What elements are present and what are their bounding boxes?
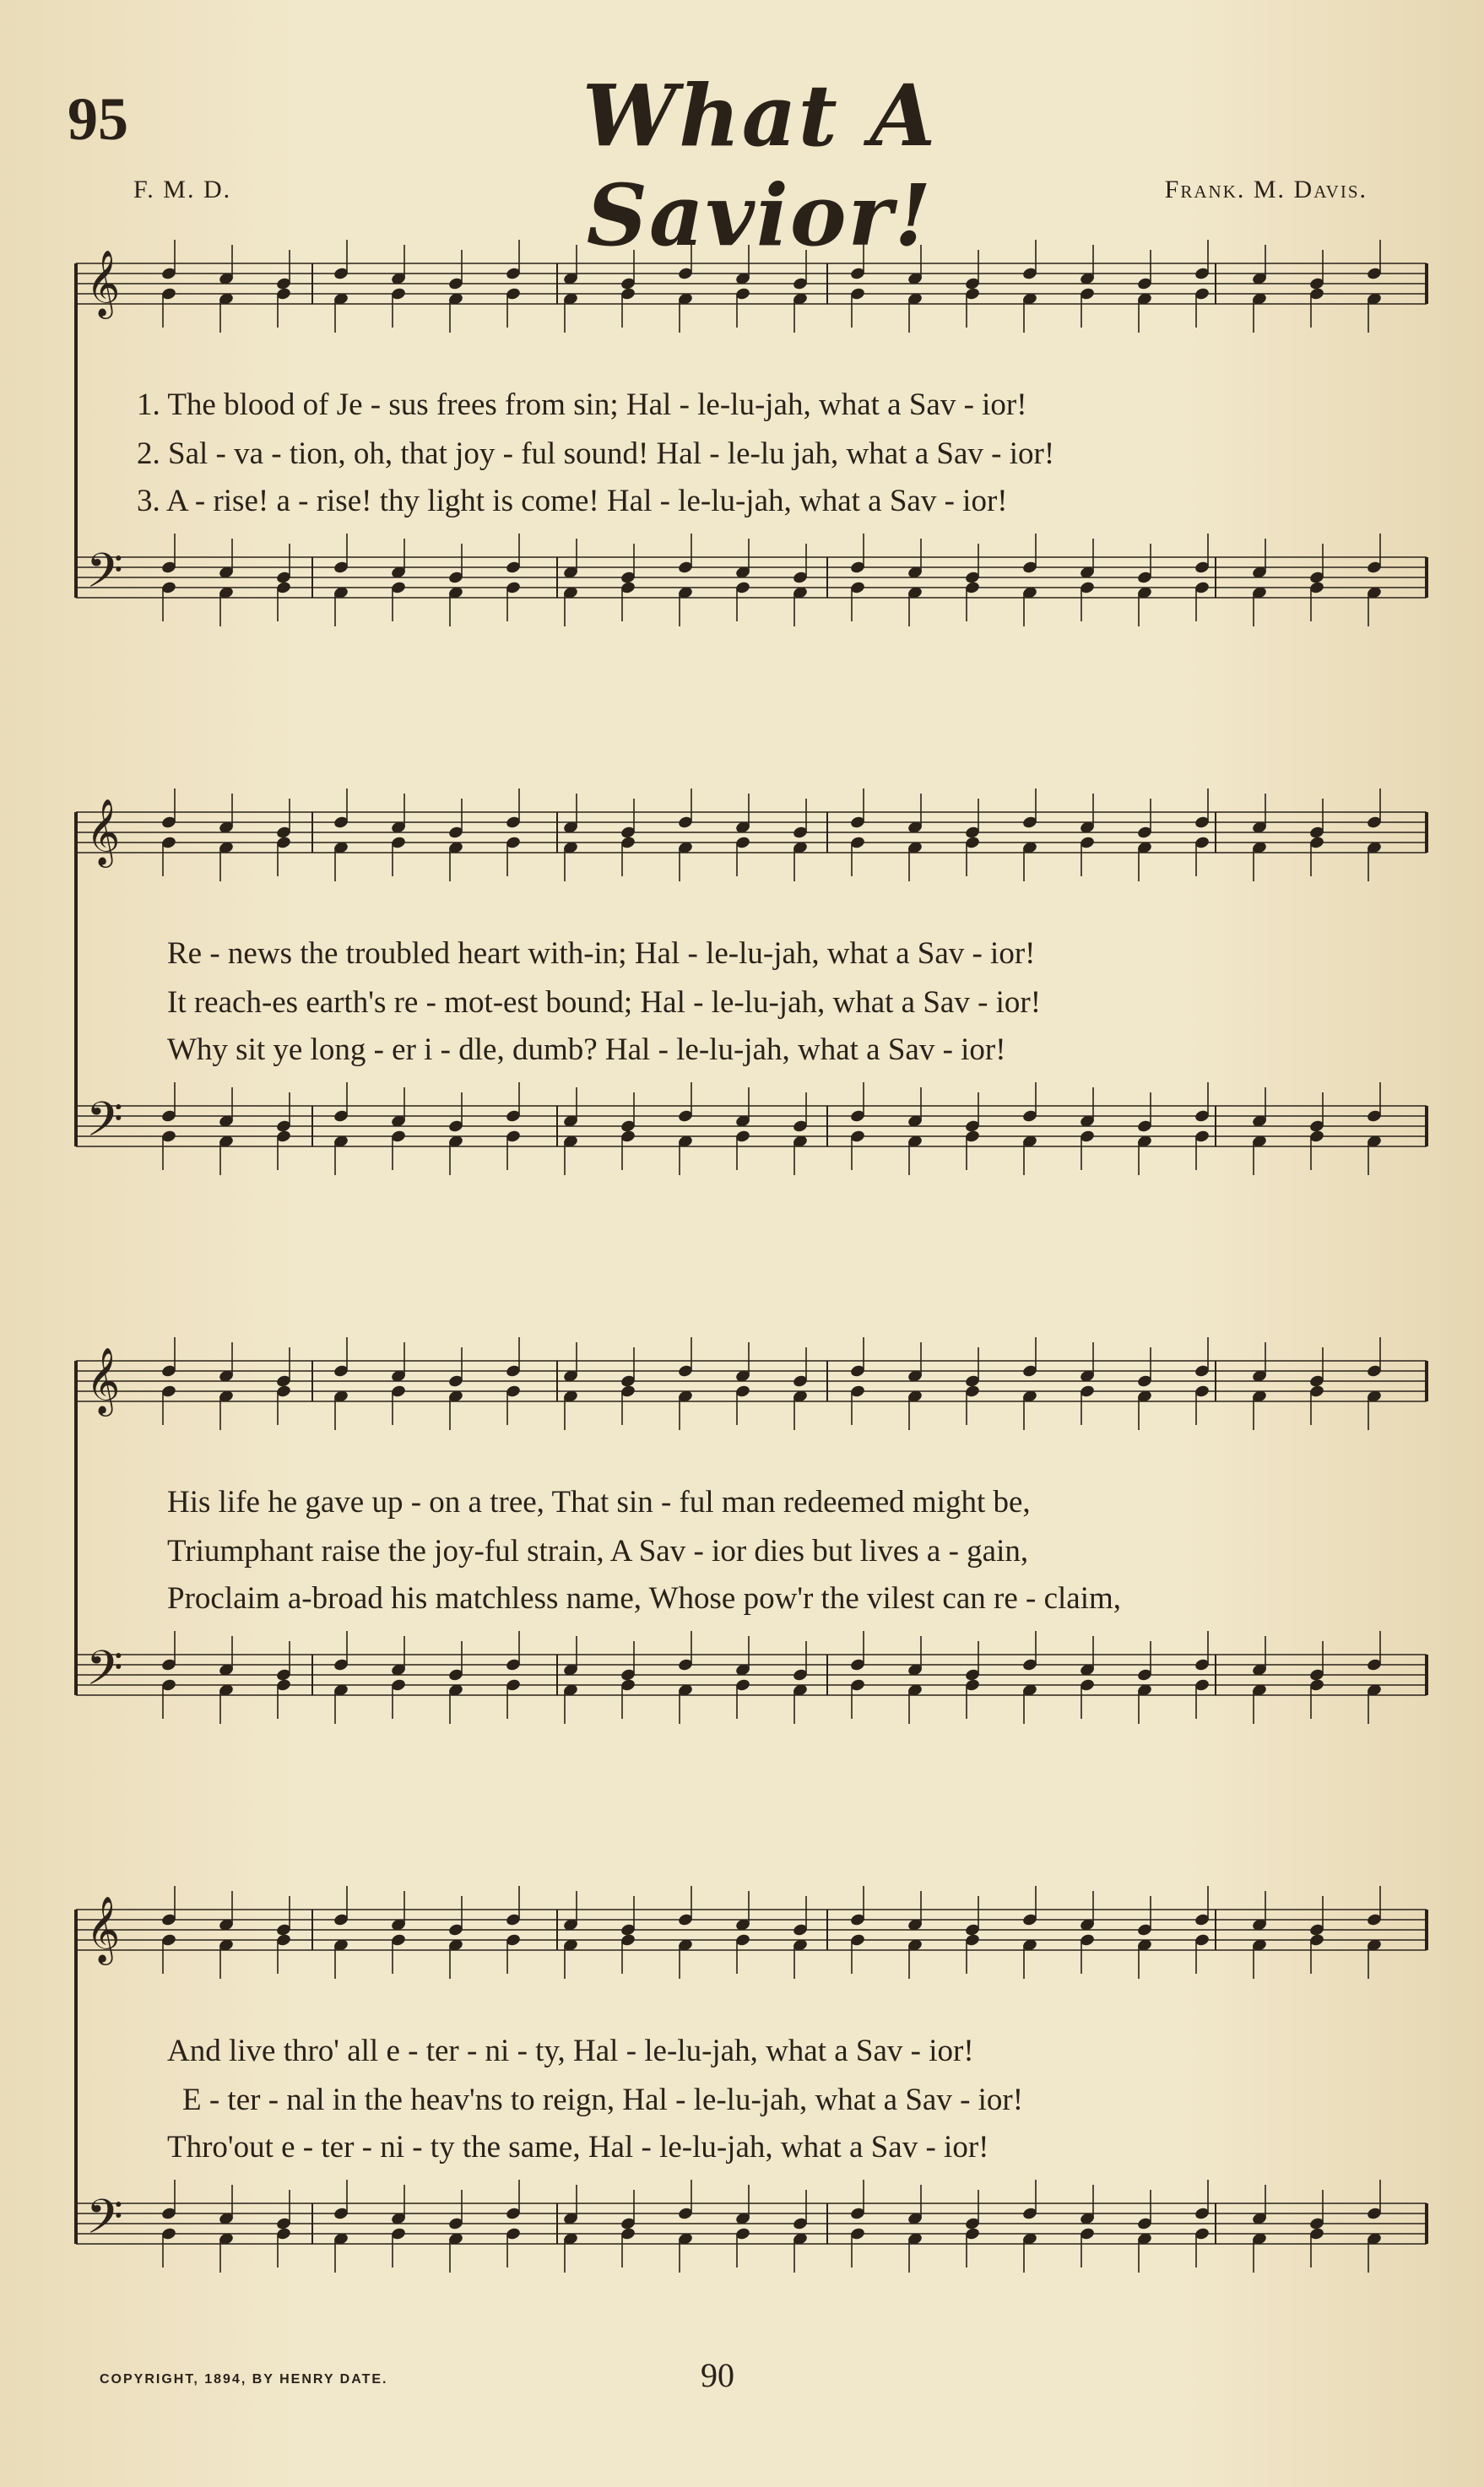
bass-clef: 𝄢 xyxy=(86,544,123,610)
lyric-line: His life he gave up - on a tree, That sin - ful man redeemed might be, xyxy=(167,1485,1031,1520)
lyric-line: Re - news the troubled heart with-in; Hal - le-lu-jah, what a Sav - ior! xyxy=(167,936,1036,971)
lyric-line: And live thro' all e - ter - ni - ty, Hal - le-lu-jah, what a Sav - ior! xyxy=(167,2034,974,2068)
lyric-line: Proclaim a-broad his matchless name, Whose pow'r the vilest can re - claim, xyxy=(167,1581,1122,1616)
treble-clef: 𝄞 xyxy=(86,250,121,317)
treble-clef: 𝄞 xyxy=(86,799,121,865)
lyric-line: 1. The blood of Je - sus frees from sin; Hal - le-lu-jah, what a Sav - ior! xyxy=(137,387,1027,422)
bass-clef: 𝄢 xyxy=(86,2190,123,2257)
words-by: F. M. D. xyxy=(133,176,232,203)
music-system-2 xyxy=(68,785,1435,1224)
bass-clef: 𝄢 xyxy=(86,1092,123,1159)
copyright-notice: COPYRIGHT, 1894, BY HENRY DATE. xyxy=(100,2372,388,2387)
hymn-number: 95 xyxy=(68,85,128,153)
bass-clef: 𝄢 xyxy=(86,1641,123,1708)
lyric-line: It reach-es earth's re - mot-est bound; Hal - le-lu-jah, what a Sav - ior! xyxy=(167,985,1042,1020)
hymn-title: What A Savior! xyxy=(582,66,938,265)
lyric-line: 3. A - rise! a - rise! thy light is come! Hal - le-lu-jah, what a Sav - ior! xyxy=(137,484,1008,518)
lyric-line: Thro'out e - ter - ni - ty the same, Hal - le-lu-jah, what a Sav - ior! xyxy=(167,2130,989,2165)
treble-clef: 𝄞 xyxy=(86,1347,121,1414)
music-system-1 xyxy=(68,236,1435,675)
music-system-4 xyxy=(68,1883,1435,2322)
page-number: 90 xyxy=(701,2356,734,2394)
lyric-line: E - ter - nal in the heav'ns to reign, Hal - le-lu-jah, what a Sav - ior! xyxy=(182,2083,1024,2117)
treble-clef: 𝄞 xyxy=(86,1896,121,1963)
lyric-line: Triumphant raise the joy-ful strain, A Sav - ior dies but lives a - gain, xyxy=(167,1534,1029,1569)
music-system-3 xyxy=(68,1334,1435,1773)
lyric-line: Why sit ye long - er i - dle, dumb? Hal - le-lu-jah, what a Sav - ior! xyxy=(167,1032,1006,1067)
lyric-line: 2. Sal - va - tion, oh, that joy - ful sound! Hal - le-lu jah, what a Sav - ior! xyxy=(137,436,1055,471)
music-by: Frank. M. Davis. xyxy=(1164,176,1368,203)
